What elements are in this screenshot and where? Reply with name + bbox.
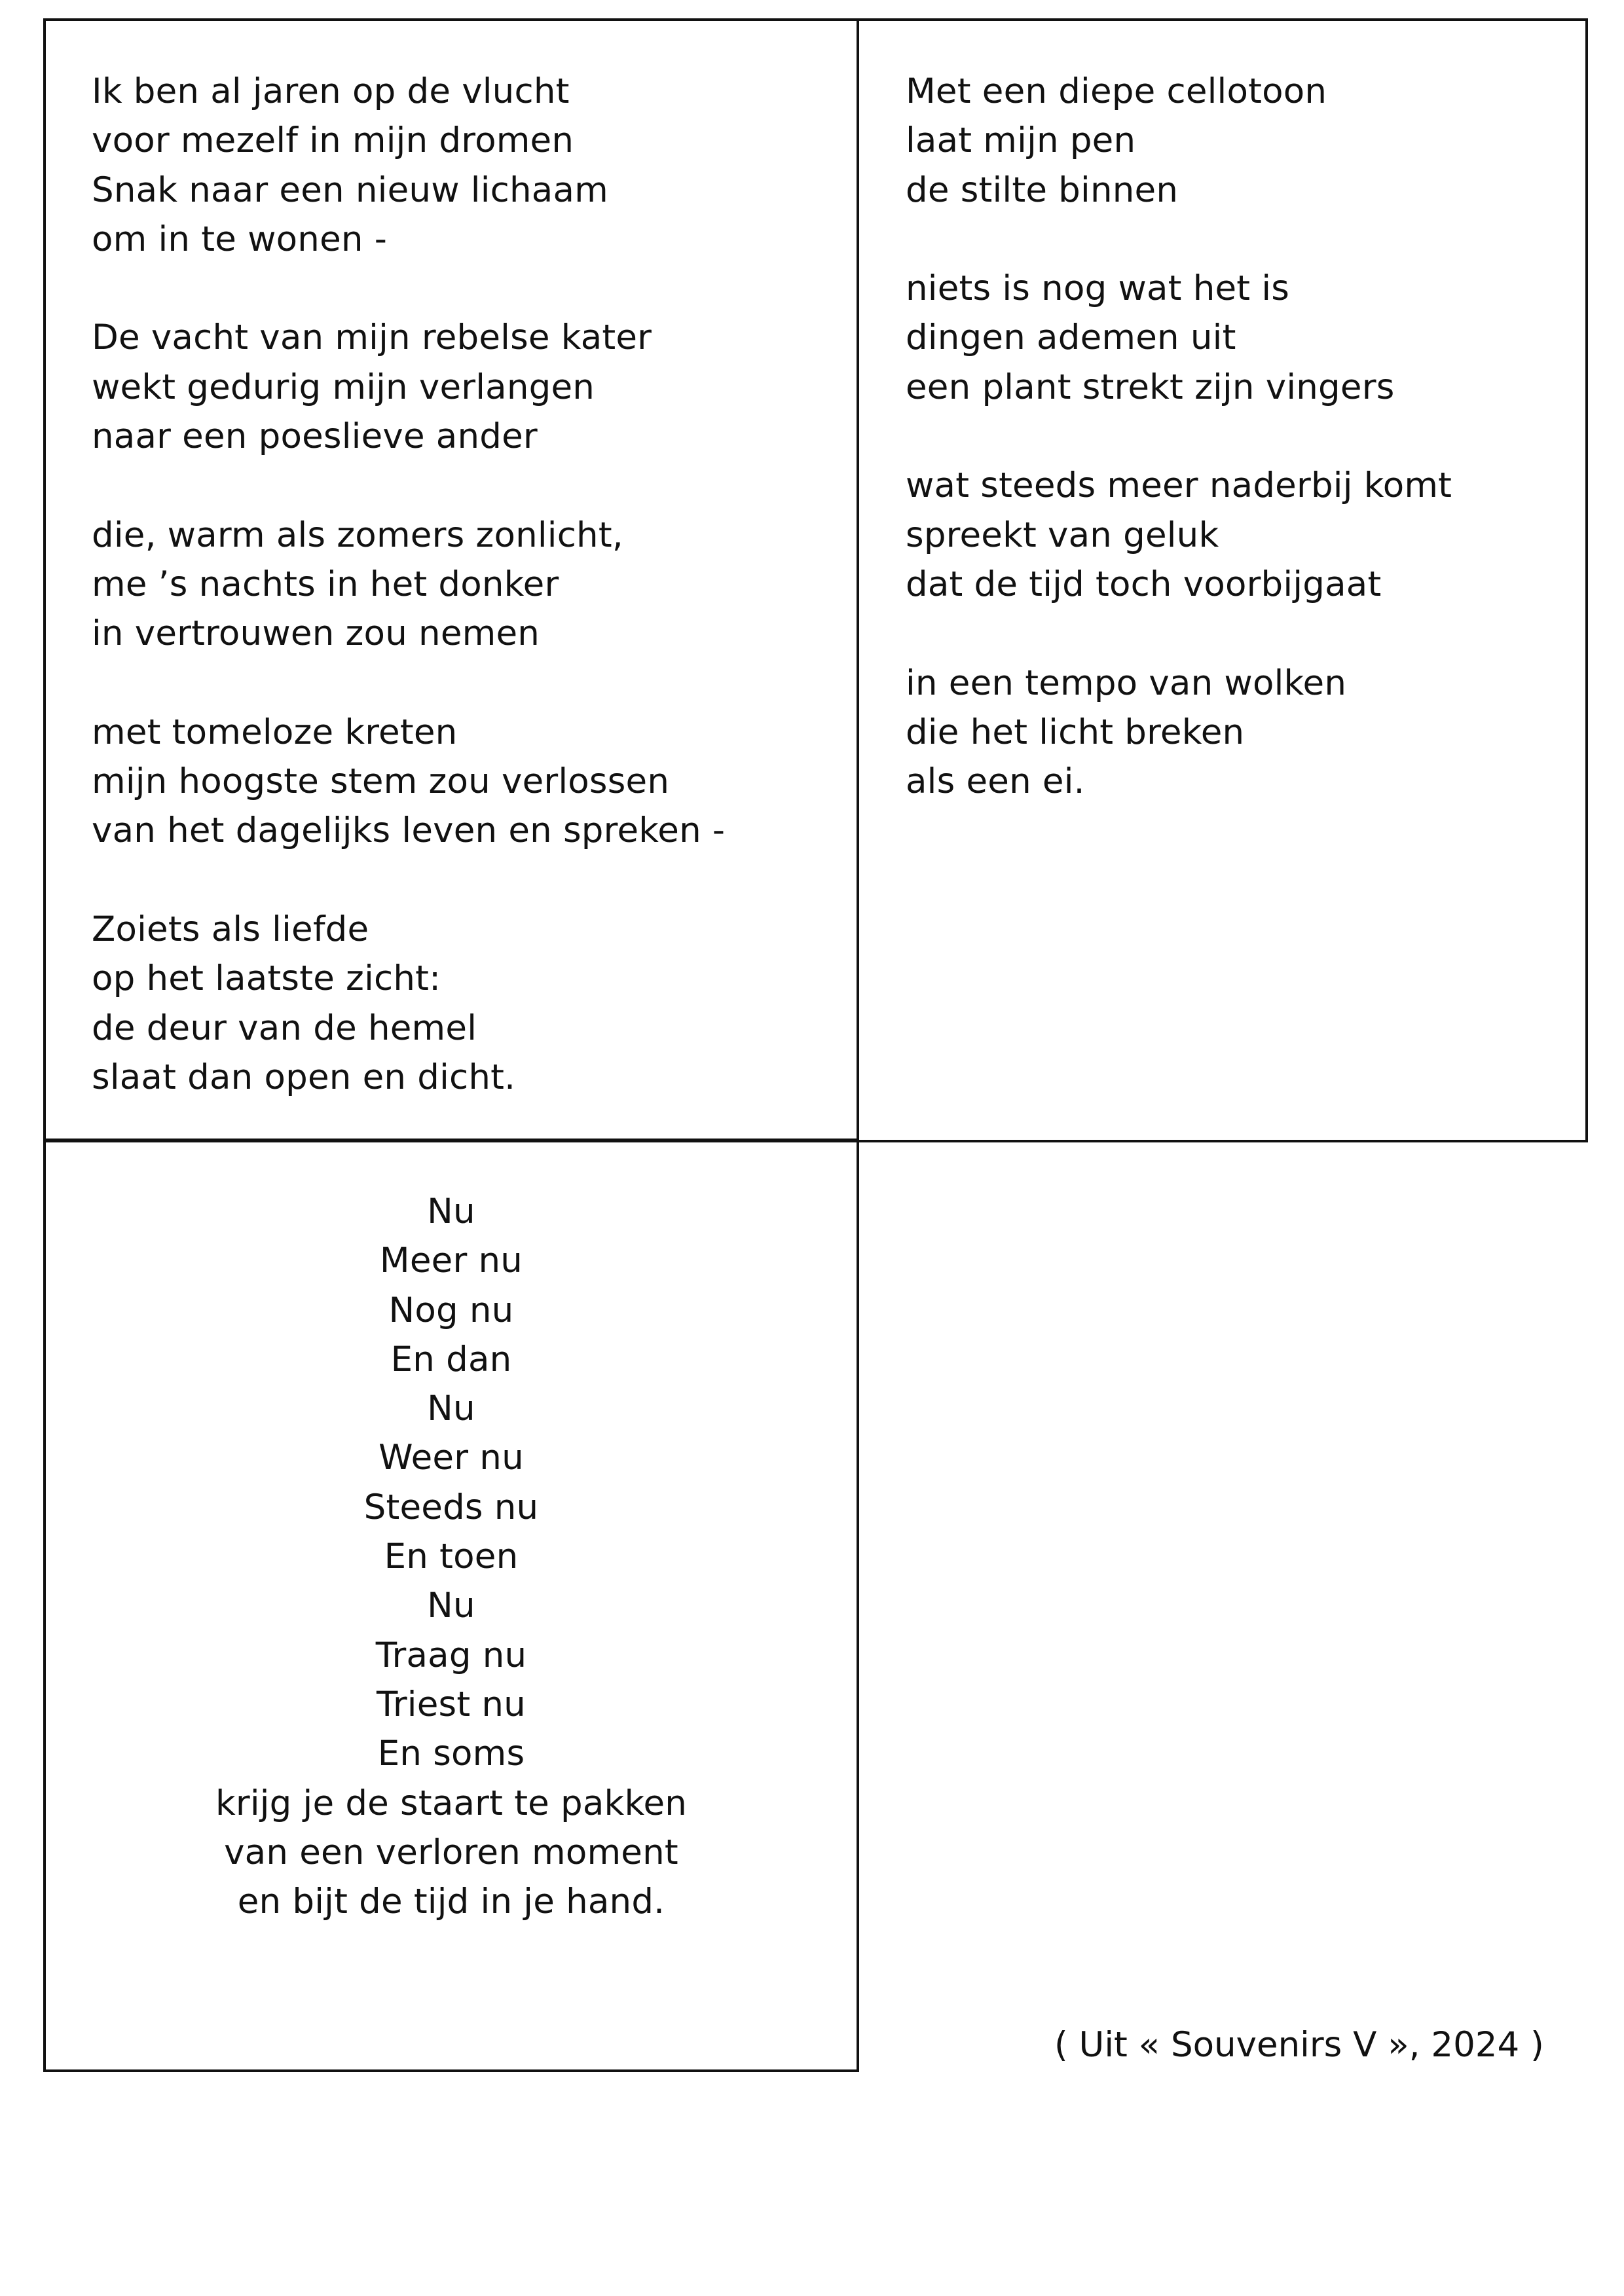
poem-line: dat de tijd toch voorbijgaat: [906, 564, 1382, 604]
poem-right: [906, 67, 1452, 806]
stanza-gap: [906, 412, 1452, 461]
poem-line: dingen ademen uit: [906, 318, 1236, 358]
poem-line: als een ei.: [906, 761, 1085, 802]
poem-line: met tomeloze kreten: [92, 712, 458, 752]
poem-line: op het laatste zicht:: [92, 958, 441, 999]
poem-line: naar een poeslieve ander: [92, 416, 538, 457]
poem-line: en bijt de tijd in je hand.: [237, 1882, 665, 1922]
poem-line: Zoiets als liefde: [92, 909, 369, 950]
stanza-gap: [92, 461, 725, 510]
poem-line: En soms: [377, 1734, 525, 1774]
poem-line: Ik ben al jaren op de vlucht: [92, 71, 570, 111]
stanza-gap: [906, 215, 1452, 264]
poem-line: mijn hoogste stem zou verlossen: [92, 761, 670, 802]
poem-line: niets is nog wat het is: [906, 268, 1290, 309]
poem-line: Met een diepe cellotoon: [906, 71, 1327, 111]
poem-line: De vacht van mijn rebelse kater: [92, 318, 652, 358]
poem-line: spreekt van geluk: [906, 515, 1219, 555]
poem-line: me ’s nachts in het donker: [92, 564, 559, 604]
poem-line: die het licht breken: [906, 712, 1245, 752]
poem-line: van het dagelijks leven en spreken -: [92, 811, 726, 851]
stanza-gap: [906, 609, 1452, 658]
poem-line: Traag nu: [375, 1635, 527, 1675]
poem-line: Weer nu: [378, 1438, 524, 1478]
poem-line: Nu: [427, 1192, 475, 1231]
citation: ( Uit « Souvenirs V », 2024 ): [1054, 2025, 1544, 2065]
poem-line: Meer nu: [379, 1241, 523, 1281]
poem-line: die, warm als zomers zonlicht,: [92, 515, 623, 555]
poem-line: voor mezelf in mijn dromen: [92, 120, 574, 161]
poem-line: van een verloren moment: [224, 1832, 678, 1872]
poem-line: de deur van de hemel: [92, 1008, 477, 1048]
poem-line: Nog nu: [388, 1290, 514, 1330]
poem-line: laat mijn pen: [906, 120, 1136, 161]
poem-line: wat steeds meer naderbij komt: [906, 465, 1452, 506]
poem-line: in vertrouwen zou nemen: [92, 613, 540, 654]
poem-line: Nu: [427, 1586, 475, 1626]
poem-line: in een tempo van wolken: [906, 663, 1347, 703]
poem-line: de stilte binnen: [906, 170, 1179, 210]
poem-line: slaat dan open en dicht.: [92, 1057, 516, 1097]
poem-line: krijg je de staart te pakken: [215, 1783, 688, 1823]
poem-line: Nu: [427, 1389, 475, 1429]
poem-line: Snak naar een nieuw lichaam: [92, 170, 608, 210]
poem-line: Steeds nu: [363, 1487, 539, 1527]
poem-line: Triest nu: [377, 1684, 526, 1724]
stanza-gap: [92, 856, 725, 905]
poem-left: [92, 67, 725, 1102]
poem-line: En toen: [384, 1537, 519, 1577]
stanza-gap: [92, 659, 725, 708]
poem-line: wekt gedurig mijn verlangen: [92, 367, 595, 407]
poem-line: En dan: [390, 1339, 512, 1379]
poem-center: [43, 1187, 859, 1926]
poem-line: een plant strekt zijn vingers: [906, 367, 1395, 407]
stanza-gap: [92, 264, 725, 313]
poem-line: om in te wonen -: [92, 219, 388, 259]
